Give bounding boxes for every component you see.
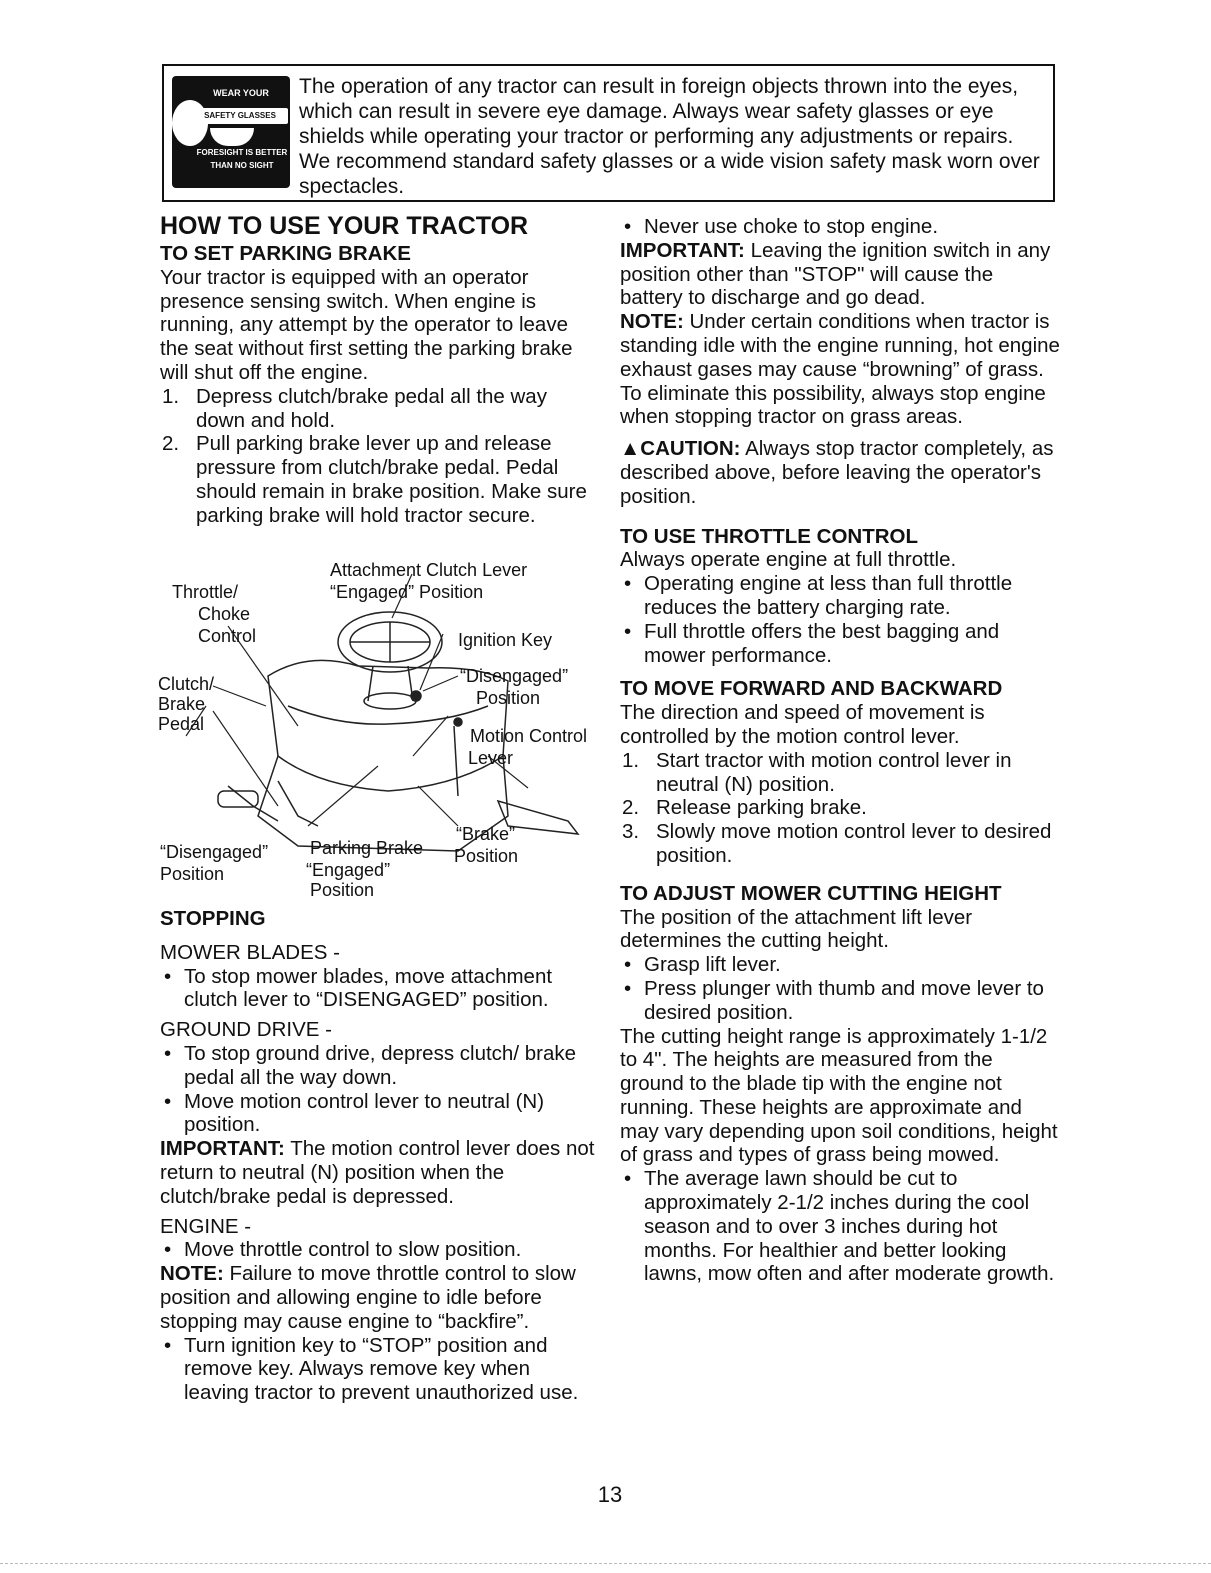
label-brake-quoted: “Brake” (456, 824, 516, 844)
note-paragraph (620, 310, 1060, 429)
note-label: NOTE: (620, 310, 684, 334)
bullet-icon: • (624, 953, 632, 977)
caution-paragraph (620, 437, 1060, 508)
parking-intro: Your tractor is equipped with an operator presence sensing switch. When engine is running, any attempt by the operator to leave the seat without first setting the parking brake will shut off the engine. (160, 265, 573, 384)
list-item-text: Move throttle control to slow position. (184, 1238, 522, 1262)
list-item (160, 1042, 600, 1090)
goggles-lens-icon (210, 128, 254, 146)
ground-drive-label: GROUND DRIVE - (160, 1018, 332, 1042)
list-item-text: Turn ignition key to “STOP” position and remove key. Always remove key when leaving tractor to prevent unauthorized use. (184, 1333, 579, 1405)
label-pedal: Pedal (158, 714, 205, 734)
list-item (620, 953, 1060, 977)
list-item (160, 1238, 600, 1262)
important-label: IMPORTANT: (160, 1137, 285, 1161)
step-number: 3. (622, 820, 640, 844)
engine-label: ENGINE - (160, 1214, 252, 1238)
label-position-3: Position (160, 864, 225, 884)
move-step (620, 749, 1060, 797)
list-item-text: Move motion control lever to neutral (N) position. (184, 1089, 545, 1137)
important-paragraph (160, 1137, 600, 1208)
label-motion-control: Motion Control (470, 726, 588, 746)
list-item-text: Operating engine at less than full throttle reduces the battery charging rate. (644, 572, 1013, 619)
parking-step (160, 385, 600, 433)
step-text: Pull parking brake lever up and release pressure from clutch/brake pedal. Pedal should remain in brake position. Make sure parking brake will hold tractor secure. (196, 432, 587, 527)
step-text: Start tractor with motion control lever in neutral (N) position. (656, 748, 1012, 796)
page-number: 13 (597, 1482, 623, 1507)
bullet-icon: • (624, 619, 632, 643)
step-number: 1. (622, 748, 640, 772)
list-item-text: Full throttle offers the best bagging and mower performance. (644, 619, 1000, 667)
label-lever: Lever (468, 748, 514, 768)
parking-step (160, 432, 600, 527)
move-step (620, 820, 1060, 868)
throttle-intro: Always operate engine at full throttle. (620, 548, 957, 572)
cutting-height-range: The cutting height range is approximately 1-1/2 to 4". The heights are measured from the ground to the blade tip with the engine not running. These heights are approximate and may vary depending upon soil conditions, height of grass and types of grass being mowed. (620, 1024, 1058, 1167)
throttle-heading: TO USE THROTTLE CONTROL (620, 524, 919, 548)
bullet-icon: • (164, 1238, 172, 1262)
right-column (620, 215, 1060, 1286)
label-disengaged: “Disengaged” (460, 666, 569, 686)
safety-glasses-badge (172, 76, 290, 188)
cutting-height-intro: The position of the attachment lift lever determines the cutting height. (620, 905, 973, 953)
step-number: 2. (622, 796, 640, 820)
badge-mid-text: SAFETY GLASSES (192, 108, 288, 124)
list-item (620, 215, 1060, 239)
stopping-heading: STOPPING (160, 907, 266, 930)
label-control: Control (198, 626, 257, 646)
label-choke: Choke (198, 604, 251, 624)
label-brake: Brake (158, 694, 206, 714)
caution-text: Always stop tractor completely, as described above, before leaving the operator's position. (620, 437, 1054, 508)
list-item (160, 1334, 600, 1405)
cutting-height-heading: TO ADJUST MOWER CUTTING HEIGHT (620, 881, 1002, 905)
page-title: HOW TO USE YOUR TRACTOR (160, 212, 529, 240)
label-parking-brake: Parking Brake (310, 838, 424, 858)
move-step (620, 796, 1060, 820)
left-column-bottom (160, 907, 600, 1405)
list-item (620, 1167, 1060, 1286)
list-item (620, 572, 1060, 620)
note-text: Under certain conditions when tractor is standing idle with the engine running, hot engine exhaust gases may cause “browning” of grass. To eliminate this possibility, always stop engine when stopping tractor on grass areas. (620, 310, 1060, 429)
list-item (160, 965, 600, 1013)
badge-bottom-text: FORESIGHT IS BETTER THAN NO SIGHT (196, 148, 288, 170)
list-item-text: Never use choke to stop engine. (644, 215, 939, 238)
step-text: Release parking brake. (656, 796, 867, 820)
label-disengaged-2: “Disengaged” (160, 842, 269, 862)
label-engaged-position: “Engaged” Position (330, 582, 484, 602)
step-number: 1. (162, 384, 180, 408)
note-label: NOTE: (160, 1262, 224, 1286)
bottom-divider (0, 1563, 1211, 1564)
list-item (160, 1090, 600, 1138)
warning-triangle-icon: ▲ (620, 437, 641, 461)
step-number: 2. (162, 432, 180, 456)
bullet-icon: • (624, 572, 632, 596)
step-text: Depress clutch/brake pedal all the way down and hold. (196, 384, 547, 432)
label-brake-position: Position (454, 846, 519, 866)
badge-top-text: WEAR YOUR (213, 88, 269, 98)
step-text: Slowly move motion control lever to desired position. (656, 820, 1052, 867)
label-throttle: Throttle/ (172, 582, 239, 602)
bullet-icon: • (164, 1041, 172, 1065)
list-item-text: The average lawn should be cut to approximately 2-1/2 inches during the cool season and to over 3 inches during hot months. For healthier and better looking lawns, mow often and after moderate growth. (644, 1167, 1055, 1286)
label-ignition-key: Ignition Key (458, 630, 553, 650)
bullet-icon: • (624, 1167, 632, 1191)
label-attachment-clutch: Attachment Clutch Lever (330, 560, 528, 580)
important-text: Leaving the ignition switch in any position other than "STOP" will cause the battery to discharge and go dead. (620, 238, 1051, 310)
label-position: Position (476, 688, 541, 708)
list-item-text: To stop ground drive, depress clutch/ brake pedal all the way down. (184, 1041, 576, 1089)
list-item (620, 620, 1060, 668)
important-text: The motion control lever does not return to neutral (N) position when the clutch/brake pedal is depressed. (160, 1137, 595, 1208)
bullet-icon: • (164, 1333, 172, 1357)
list-item-text: Press plunger with thumb and move lever to desired position. (644, 976, 1044, 1024)
mower-blades-label: MOWER BLADES - (160, 940, 340, 964)
label-position-4: Position (310, 880, 375, 900)
bullet-icon: • (624, 215, 632, 238)
safety-warning-box (162, 64, 1055, 202)
important-label: IMPORTANT: (620, 238, 745, 262)
bullet-icon: • (164, 964, 172, 988)
note-paragraph (160, 1262, 600, 1333)
bullet-icon: • (624, 976, 632, 1000)
caution-label: CAUTION: (640, 437, 741, 461)
left-column-top (160, 210, 600, 528)
label-engaged-2: “Engaged” (306, 860, 391, 880)
tractor-controls-diagram (158, 556, 598, 901)
list-item-text: Grasp lift lever. (644, 953, 781, 977)
parking-brake-heading: TO SET PARKING BRAKE (160, 242, 411, 265)
move-heading: TO MOVE FORWARD AND BACKWARD (620, 677, 1003, 701)
warning-text: The operation of any tractor can result in foreign objects thrown into the eyes, which can result in severe eye damage. Always wear safety glasses or eye shields while operating your tractor or performing any adjustments or repairs. We recommend standard safety glasses or a wide vision safety mask worn over spectacles. (299, 75, 1040, 198)
move-intro: The direction and speed of movement is controlled by the motion control lever. (620, 701, 985, 748)
note-text: Failure to move throttle control to slow position and allowing engine to idle before stopping may cause engine to “backfire”. (160, 1262, 576, 1333)
list-item-text: To stop mower blades, move attachment clutch lever to “DISENGAGED” position. (184, 964, 553, 1012)
bullet-icon: • (164, 1089, 172, 1113)
list-item (620, 977, 1060, 1025)
label-clutch: Clutch/ (158, 674, 215, 694)
important-paragraph (620, 239, 1060, 310)
